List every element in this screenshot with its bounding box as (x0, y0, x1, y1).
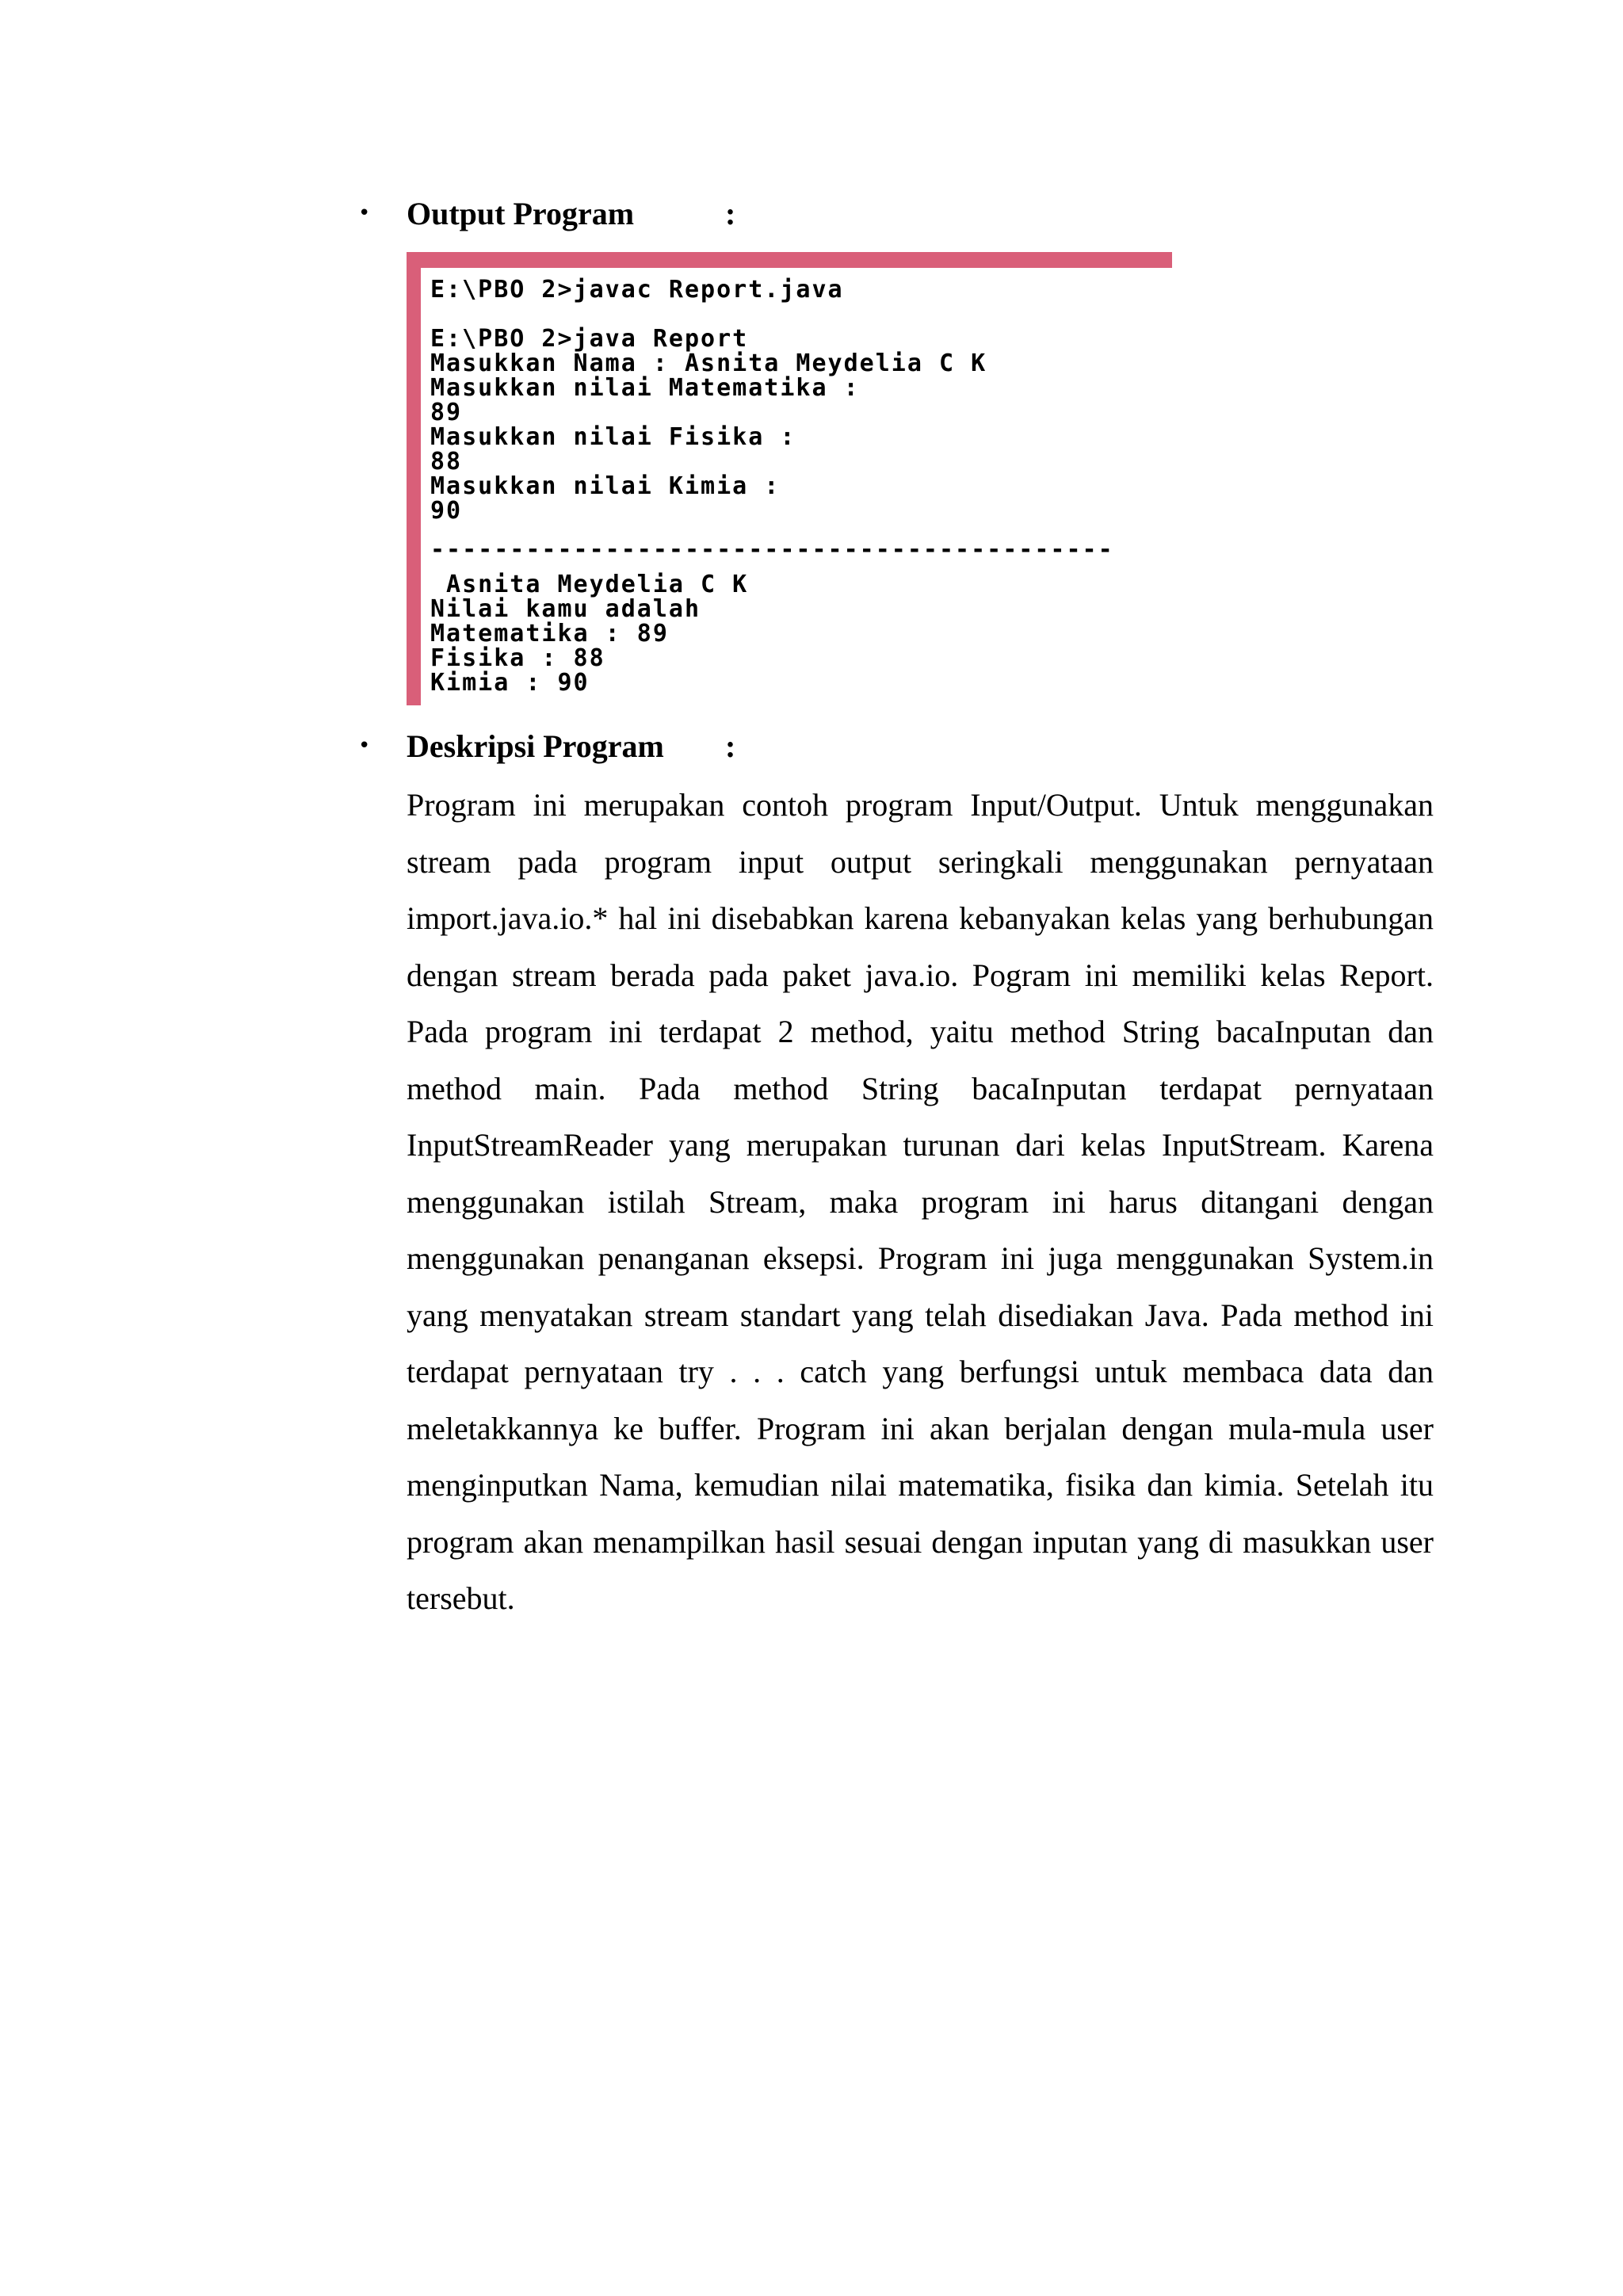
terminal-line: 90 (430, 497, 463, 525)
terminal-line: Kimia : 90 (430, 669, 590, 697)
terminal-line: Matematika : 89 (430, 620, 669, 648)
terminal-line: Masukkan nilai Kimia : (430, 472, 781, 500)
description-heading: Deskripsi Program (407, 728, 664, 764)
description-paragraph: Program ini merupakan contoh program Input/Output. Untuk menggunakan stream pada program input output seringkali menggunakan pernyataan import.java.io.* hal ini disebabkan karena kebanyakan kelas yang berhubungan dengan stream berada pada paket java.io. Pogram ini memiliki kelas Report. Pada program ini terdapat 2 method, yaitu method String bacaInputan dan method main. Pada method String bacaInputan terdapat pernyataan InputStreamReader yang merupakan turunan dari kelas InputStream. Karena menggunakan istilah Stream, maka program ini harus ditangani dengan menggunakan penanganan eksepsi. Program ini juga menggunakan System.in yang menyatakan stream standart yang telah disediakan Java. Pada method ini terdapat pernyataan try . . . catch yang berfungsi untuk membaca data dan meletakkannya ke buffer. Program ini akan berjalan dengan mula-mula user menginputkan Nama, kemudian nilai matematika, fisika dan kimia. Setelah itu program akan menampilkan hasil sesuai dengan inputan yang di masukkan user tersebut. (407, 787, 1434, 1616)
description-body (407, 777, 1434, 1627)
terminal-line: Asnita Meydelia C K (430, 571, 749, 598)
terminal-output (421, 268, 1172, 705)
terminal-line: E:\PBO 2>java Report (430, 325, 749, 353)
terminal-screenshot (407, 252, 1172, 705)
terminal-line: E:\PBO 2>javac Report.java (430, 276, 844, 304)
output-heading-colon: : (725, 196, 736, 231)
terminal-line: 88 (430, 448, 463, 476)
terminal-border-top (407, 252, 1172, 268)
description-heading-colon: : (725, 728, 736, 764)
terminal-line: Masukkan nilai Matematika : (430, 374, 860, 402)
terminal-line: Nilai kamu adalah (430, 595, 701, 623)
terminal-line: 89 (430, 399, 463, 426)
terminal-line: Masukkan Nama : Asnita Meydelia C K (430, 350, 987, 377)
output-heading: Output Program (407, 196, 635, 231)
bullet-icon: • (358, 734, 371, 758)
terminal-line: Masukkan nilai Fisika : (430, 423, 796, 451)
terminal-separator: ------------------------------------------- (430, 536, 1114, 563)
terminal-border-left (407, 252, 421, 705)
terminal-line: Fisika : 88 (430, 644, 605, 672)
bullet-icon: • (358, 201, 371, 225)
